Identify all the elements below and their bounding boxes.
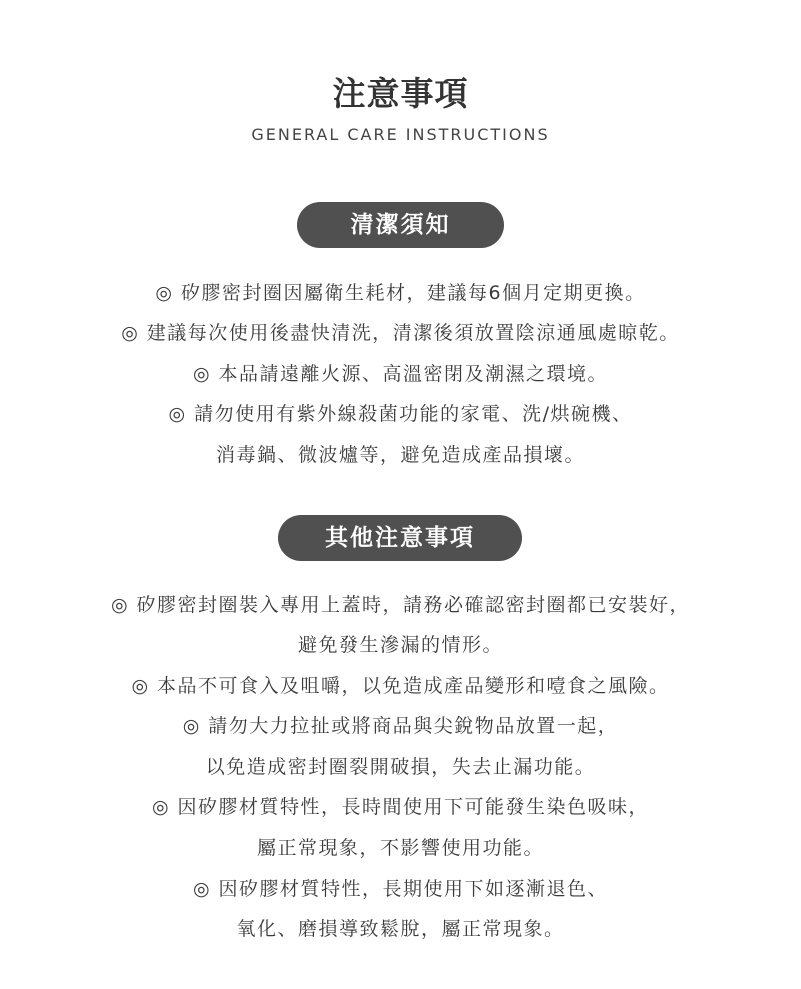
cleaning-line-4: ◎ 請勿使用有紫外線殺菌功能的家電、洗/烘碗機、 bbox=[168, 403, 633, 425]
other-line-5: 以免造成密封圈裂開破損，失去止漏功能。 bbox=[205, 756, 596, 778]
other-line-6: ◎ 因矽膠材質特性，長時間使用下可能發生染色吸味， bbox=[151, 796, 650, 818]
page-subtitle: GENERAL CARE INSTRUCTIONS bbox=[251, 125, 550, 144]
section-badge-cleaning: 清潔須知 bbox=[297, 202, 504, 248]
other-line-2: 避免發生滲漏的情形。 bbox=[297, 634, 503, 656]
page-title: 注意事項 bbox=[332, 74, 469, 113]
other-line-7: 屬正常現象，不影響使用功能。 bbox=[256, 837, 544, 859]
cleaning-line-1: ◎ 矽膠密封圈因屬衛生耗材，建議每6個月定期更換。 bbox=[155, 282, 646, 304]
other-line-1: ◎ 矽膠密封圈裝入專用上蓋時，請務必確認密封圈都已安裝好， bbox=[110, 594, 691, 616]
other-line-8: ◎ 因矽膠材質特性，長期使用下如逐漸退色、 bbox=[192, 878, 609, 900]
cleaning-line-5: 消毒鍋、微波爐等，避免造成產品損壞。 bbox=[215, 444, 585, 466]
section-badge-other: 其他注意事項 bbox=[278, 515, 522, 561]
other-line-4: ◎ 請勿大力拉扯或將商品與尖銳物品放置一起， bbox=[182, 715, 619, 737]
other-line-9: 氧化、磨損導致鬆脫，屬正常現象。 bbox=[236, 918, 565, 940]
cleaning-line-2: ◎ 建議每次使用後盡快清洗，清潔後須放置陰涼通風處晾乾。 bbox=[121, 322, 680, 344]
cleaning-line-3: ◎ 本品請遠離火源、高溫密閉及潮濕之環境。 bbox=[192, 363, 609, 385]
other-line-3: ◎ 本品不可食入及咀嚼，以免造成產品變形和噎食之風險。 bbox=[131, 675, 670, 697]
